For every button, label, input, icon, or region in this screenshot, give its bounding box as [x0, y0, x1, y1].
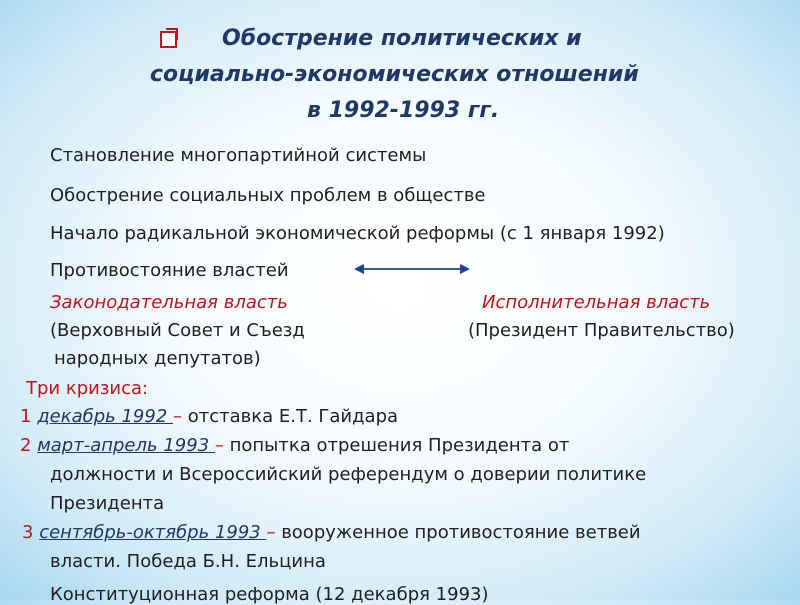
double-arrow-icon — [354, 262, 470, 276]
crisis-number: 1 — [20, 406, 32, 427]
legislative-power-desc: (Верховный Совет и Съезд — [50, 320, 305, 341]
checkbox-bullet-icon — [160, 31, 177, 48]
crisis-number: 2 — [20, 435, 32, 456]
crisis-date: сентябрь-октябрь 1993 — [39, 522, 267, 543]
legislative-power-desc: народных депутатов) — [54, 348, 261, 369]
crisis-dash: – — [266, 522, 276, 543]
crisis-date: март-апрель 1993 — [37, 435, 215, 456]
crisis-text: попытка отрешения Президента от — [223, 435, 570, 456]
slide-title-line-1: Обострение политических и — [222, 26, 582, 51]
crisis-text: отставка Е.Т. Гайдара — [182, 406, 399, 427]
executive-power-desc: (Президент Правительство) — [468, 320, 735, 341]
bullet-item: Становление многопартийной системы — [50, 145, 427, 166]
crisis-number: 3 — [22, 522, 34, 543]
slide-title-line-2: социально-экономических отношений — [150, 62, 639, 87]
legislative-power-title: Законодательная власть — [50, 292, 288, 313]
crisis-dash: – — [173, 406, 182, 427]
crisis-text-continued: власти. Победа Б.Н. Ельцина — [50, 551, 326, 572]
executive-power-title: Исполнительная власть — [482, 292, 711, 313]
crisis-dash: – — [214, 435, 224, 456]
crisis-text-continued: должности и Всероссийский референдум о доверии политике — [50, 464, 647, 485]
crisis-item-3 — [22, 522, 641, 543]
crisis-text-continued: Президента — [50, 493, 165, 514]
slide-title-line-3: в 1992-1993 гг. — [307, 98, 500, 123]
bullet-item: Начало радикальной экономической реформы (с 1 января 1992) — [50, 223, 665, 244]
bullet-item: Обострение социальных проблем в обществе — [50, 185, 486, 206]
crisis-date: декабрь 1992 — [37, 406, 173, 427]
crisis-item-1 — [20, 406, 398, 427]
crisis-item-2 — [20, 435, 569, 456]
bullet-item: Противостояние властей — [50, 260, 289, 281]
crises-heading: Три кризиса: — [26, 378, 149, 399]
bullet-item: Конституционная реформа (12 декабря 1993) — [50, 584, 489, 605]
crisis-text: вооруженное противостояние ветвей — [275, 522, 641, 543]
